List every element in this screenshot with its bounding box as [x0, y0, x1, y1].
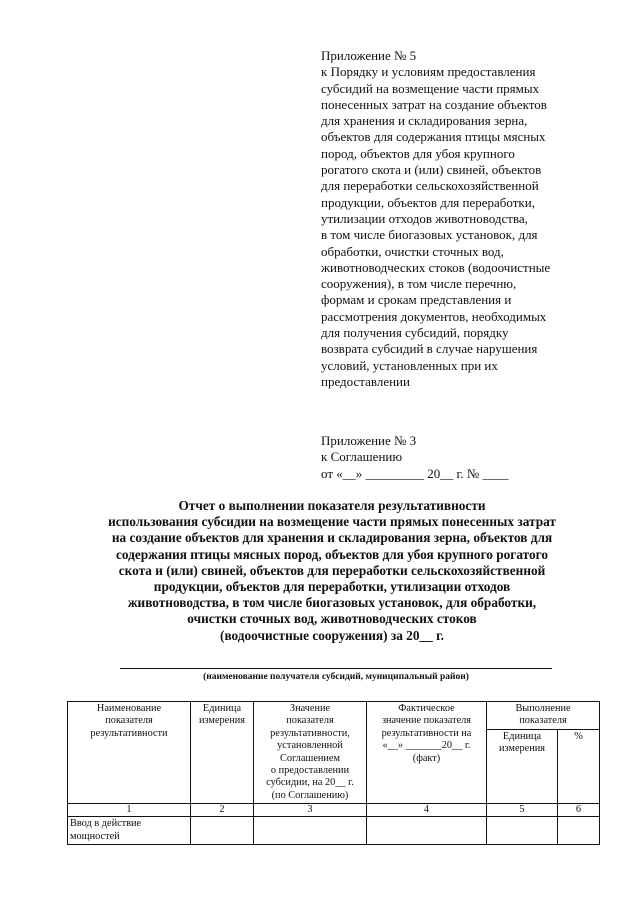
- appendix-line: субсидий на возмещение части прямых: [321, 80, 540, 96]
- report-title: [62, 498, 602, 644]
- appendix-5-block: [321, 48, 621, 390]
- appendix2-line: к Соглашению: [321, 449, 403, 465]
- column-number: 1: [68, 804, 191, 817]
- row-planned-cell: [254, 817, 367, 845]
- appendix-line: утилизации отходов животноводства,: [321, 210, 528, 226]
- appendix-line: пород, объектов для убоя крупного: [321, 145, 515, 161]
- appendix-line: формам и срокам представления и: [321, 292, 512, 308]
- agreement-date-line: от «__» _________ 20__ г. № ____: [321, 465, 509, 481]
- recipient-name-underline: [120, 668, 552, 669]
- header-unit: Единица измерения: [191, 702, 254, 804]
- appendix-line: рассмотрения документов, необходимых: [321, 308, 547, 324]
- header-fulfillment-percent: %: [558, 729, 600, 803]
- title-line: продукции, объектов для переработки, утилизации отходов: [153, 579, 511, 595]
- row-actual-cell: [367, 817, 487, 845]
- appendix-line: животноводческих стоков (водоочистные: [321, 259, 551, 275]
- appendix-line: для переработки сельскохозяйственной: [321, 178, 539, 194]
- appendix-line: обработки, очистки сточных вод,: [321, 243, 504, 259]
- title-line: животноводства, в том числе биогазовых установок, для обработки,: [127, 595, 537, 611]
- appendix-line: к Порядку и условиям предоставления: [321, 64, 536, 80]
- row-fulfillment-unit-cell: [487, 817, 558, 845]
- row-unit-cell: [191, 817, 254, 845]
- header-actual-value: Фактическое значение показателя результативности на «__» _______20__ г. (факт): [367, 702, 487, 804]
- appendix-line: продукции, объектов для переработки,: [321, 194, 535, 210]
- appendix-line: возврата субсидий в случае нарушения: [321, 341, 538, 357]
- title-line: очистки сточных вод, животноводческих стоков: [187, 611, 477, 627]
- recipient-caption: (наименование получателя субсидий, муниципальный район): [203, 672, 469, 682]
- appendix-line: предоставлении: [321, 373, 410, 389]
- title-line: содержания птицы мясных пород, объектов для убоя крупного рогатого: [115, 546, 548, 562]
- table-row: [68, 817, 600, 845]
- header-fulfillment-group: Выполнение показателя: [487, 702, 600, 730]
- column-number: 5: [487, 804, 558, 817]
- appendix-line: рогатого скота и (или) свиней, объектов: [321, 162, 542, 178]
- column-number: 4: [367, 804, 487, 817]
- title-line: использования субсидии на возмещение части прямых понесенных затрат: [108, 514, 556, 530]
- appendix-line: Приложение № 5: [321, 48, 417, 63]
- appendix-line: условий, установленных при их: [321, 357, 498, 373]
- column-number: 6: [558, 804, 600, 817]
- appendix-line: для получения субсидий, порядку: [321, 325, 509, 341]
- header-fulfillment-unit: Единица измерения: [487, 729, 558, 803]
- row-indicator-name: Ввод в действие мощностей: [68, 817, 191, 845]
- appendix-line: объектов для содержания птицы мясных: [321, 129, 546, 145]
- title-line: (водоочистные сооружения) за 20__ г.: [220, 627, 444, 643]
- title-line: Отчет о выполнении показателя результативности: [178, 498, 486, 513]
- appendix2-line: Приложение № 3: [321, 433, 417, 448]
- appendix-line: в том числе биогазовых установок, для: [321, 227, 538, 243]
- appendix-line: для хранения и складирования зерна,: [321, 113, 528, 129]
- title-line: скота и (или) свиней, объектов для переработки сельскохозяйственной: [118, 562, 546, 578]
- column-number: 3: [254, 804, 367, 817]
- appendix-line: понесенных затрат на создание объектов: [321, 96, 547, 112]
- column-number: 2: [191, 804, 254, 817]
- report-table: [67, 701, 600, 845]
- appendix-line: сооружения), в том числе перечню,: [321, 276, 517, 292]
- row-fulfillment-percent-cell: [558, 817, 600, 845]
- header-indicator-name: Наименование показателя результативности: [68, 702, 191, 804]
- appendix-3-block: [321, 433, 621, 482]
- title-line: на создание объектов для хранения и складирования зерна, объектов для: [111, 530, 553, 546]
- header-planned-value: Значение показателя результативности, установленной Соглашением о предоставлении субсидии, на 20__ г. (по Соглашению): [254, 702, 367, 804]
